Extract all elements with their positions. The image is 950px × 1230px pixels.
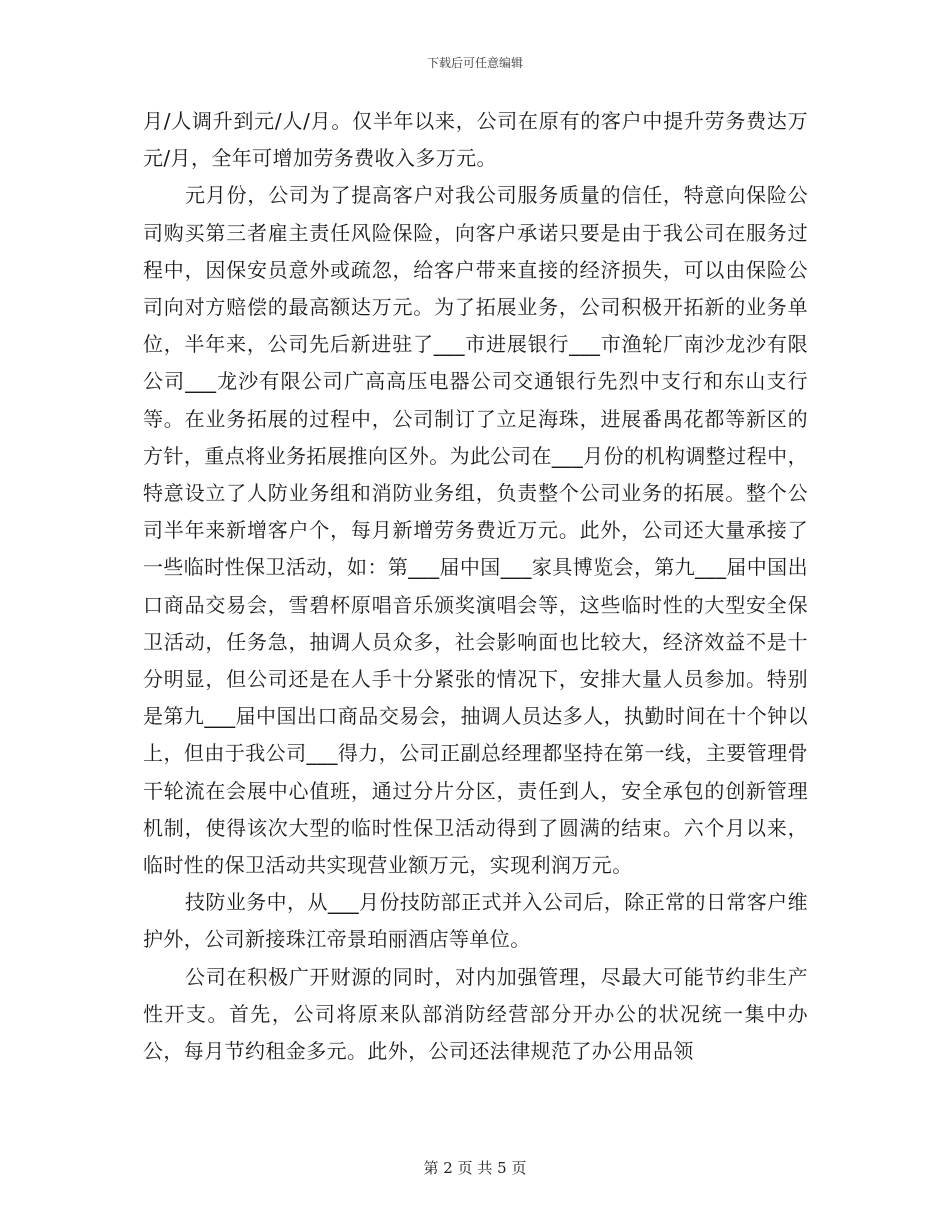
paragraph-4: 公司在积极广开财源的同时，对内加强管理，尽最大可能节约非生产性开支。首先，公司将原来队部消防经营部分开办公的状况统一集中办公，每月节约租金多元。此外，公司还法律规范了办公用品领 — [143, 964, 808, 1064]
document-body — [143, 103, 808, 1070]
paragraph-3: 技防业务中，从___月份技防部正式并入公司后，除正常的日常客户维护外，公司新接珠江帝景珀丽酒店等单位。 — [143, 890, 808, 952]
paragraph-2: 元月份，公司为了提高客户对我公司服务质量的信任，特意向保险公司购买第三者雇主责任风险保险，向客户承诺只要是由于我公司在服务过程中，因保安员意外或疏忽，给客户带来直接的经济损失，可以由保险公司向对方赔偿的最高额达万元。为了拓展业务，公司积极开拓新的业务单位，半年来，公司先后新进驻了___市进展银行___市渔轮厂南沙龙沙有限公司___龙沙有限公司广高高压电器公司交通银行先烈中支行和东山支行等。在业务拓展的过程中，公司制订了立足海珠，进展番禺花都等新区的方针，重点将业务拓展推向区外。为此公司在___月份的机构调整过程中，特意设立了人防业务组和消防业务组，负责整个公司业务的拓展。整个公司半年来新增客户个，每月新增劳务费近万元。此外，公司还大量承接了一些临时性保卫活动，如：第___届中国___家具博览会，第九___届中国出口商品交易会，雪碧杯原唱音乐颁奖演唱会等，这些临时性的大型安全保卫活动，任务急，抽调人员众多，社会影响面也比较大，经济效益不是十分明显，但公司还是在人手十分紧张的情况下，安排大量人员参加。特别是第九___届中国出口商品交易会，抽调人员达多人，执勤时间在十个钟以上，但由于我公司___得力，公司正副总经理都坚持在第一线，主要管理骨干轮流在会展中心值班，通过分片分区，责任到人，安全承包的创新管理机制，使得该次大型的临时性保卫活动得到了圆满的结束。六个月以来，临时性的保卫活动共实现营业额万元，实现利润万元。 — [143, 183, 808, 878]
page-header: 下载后可任意编辑 — [426, 56, 523, 70]
paragraph-1: 月/人调升到元/人/月。仅半年以来，公司在原有的客户中提升劳务费达万元/月，全年可增加劳务费收入多万元。 — [143, 109, 808, 171]
page-footer: 第 2 页 共 5 页 — [423, 1159, 527, 1177]
